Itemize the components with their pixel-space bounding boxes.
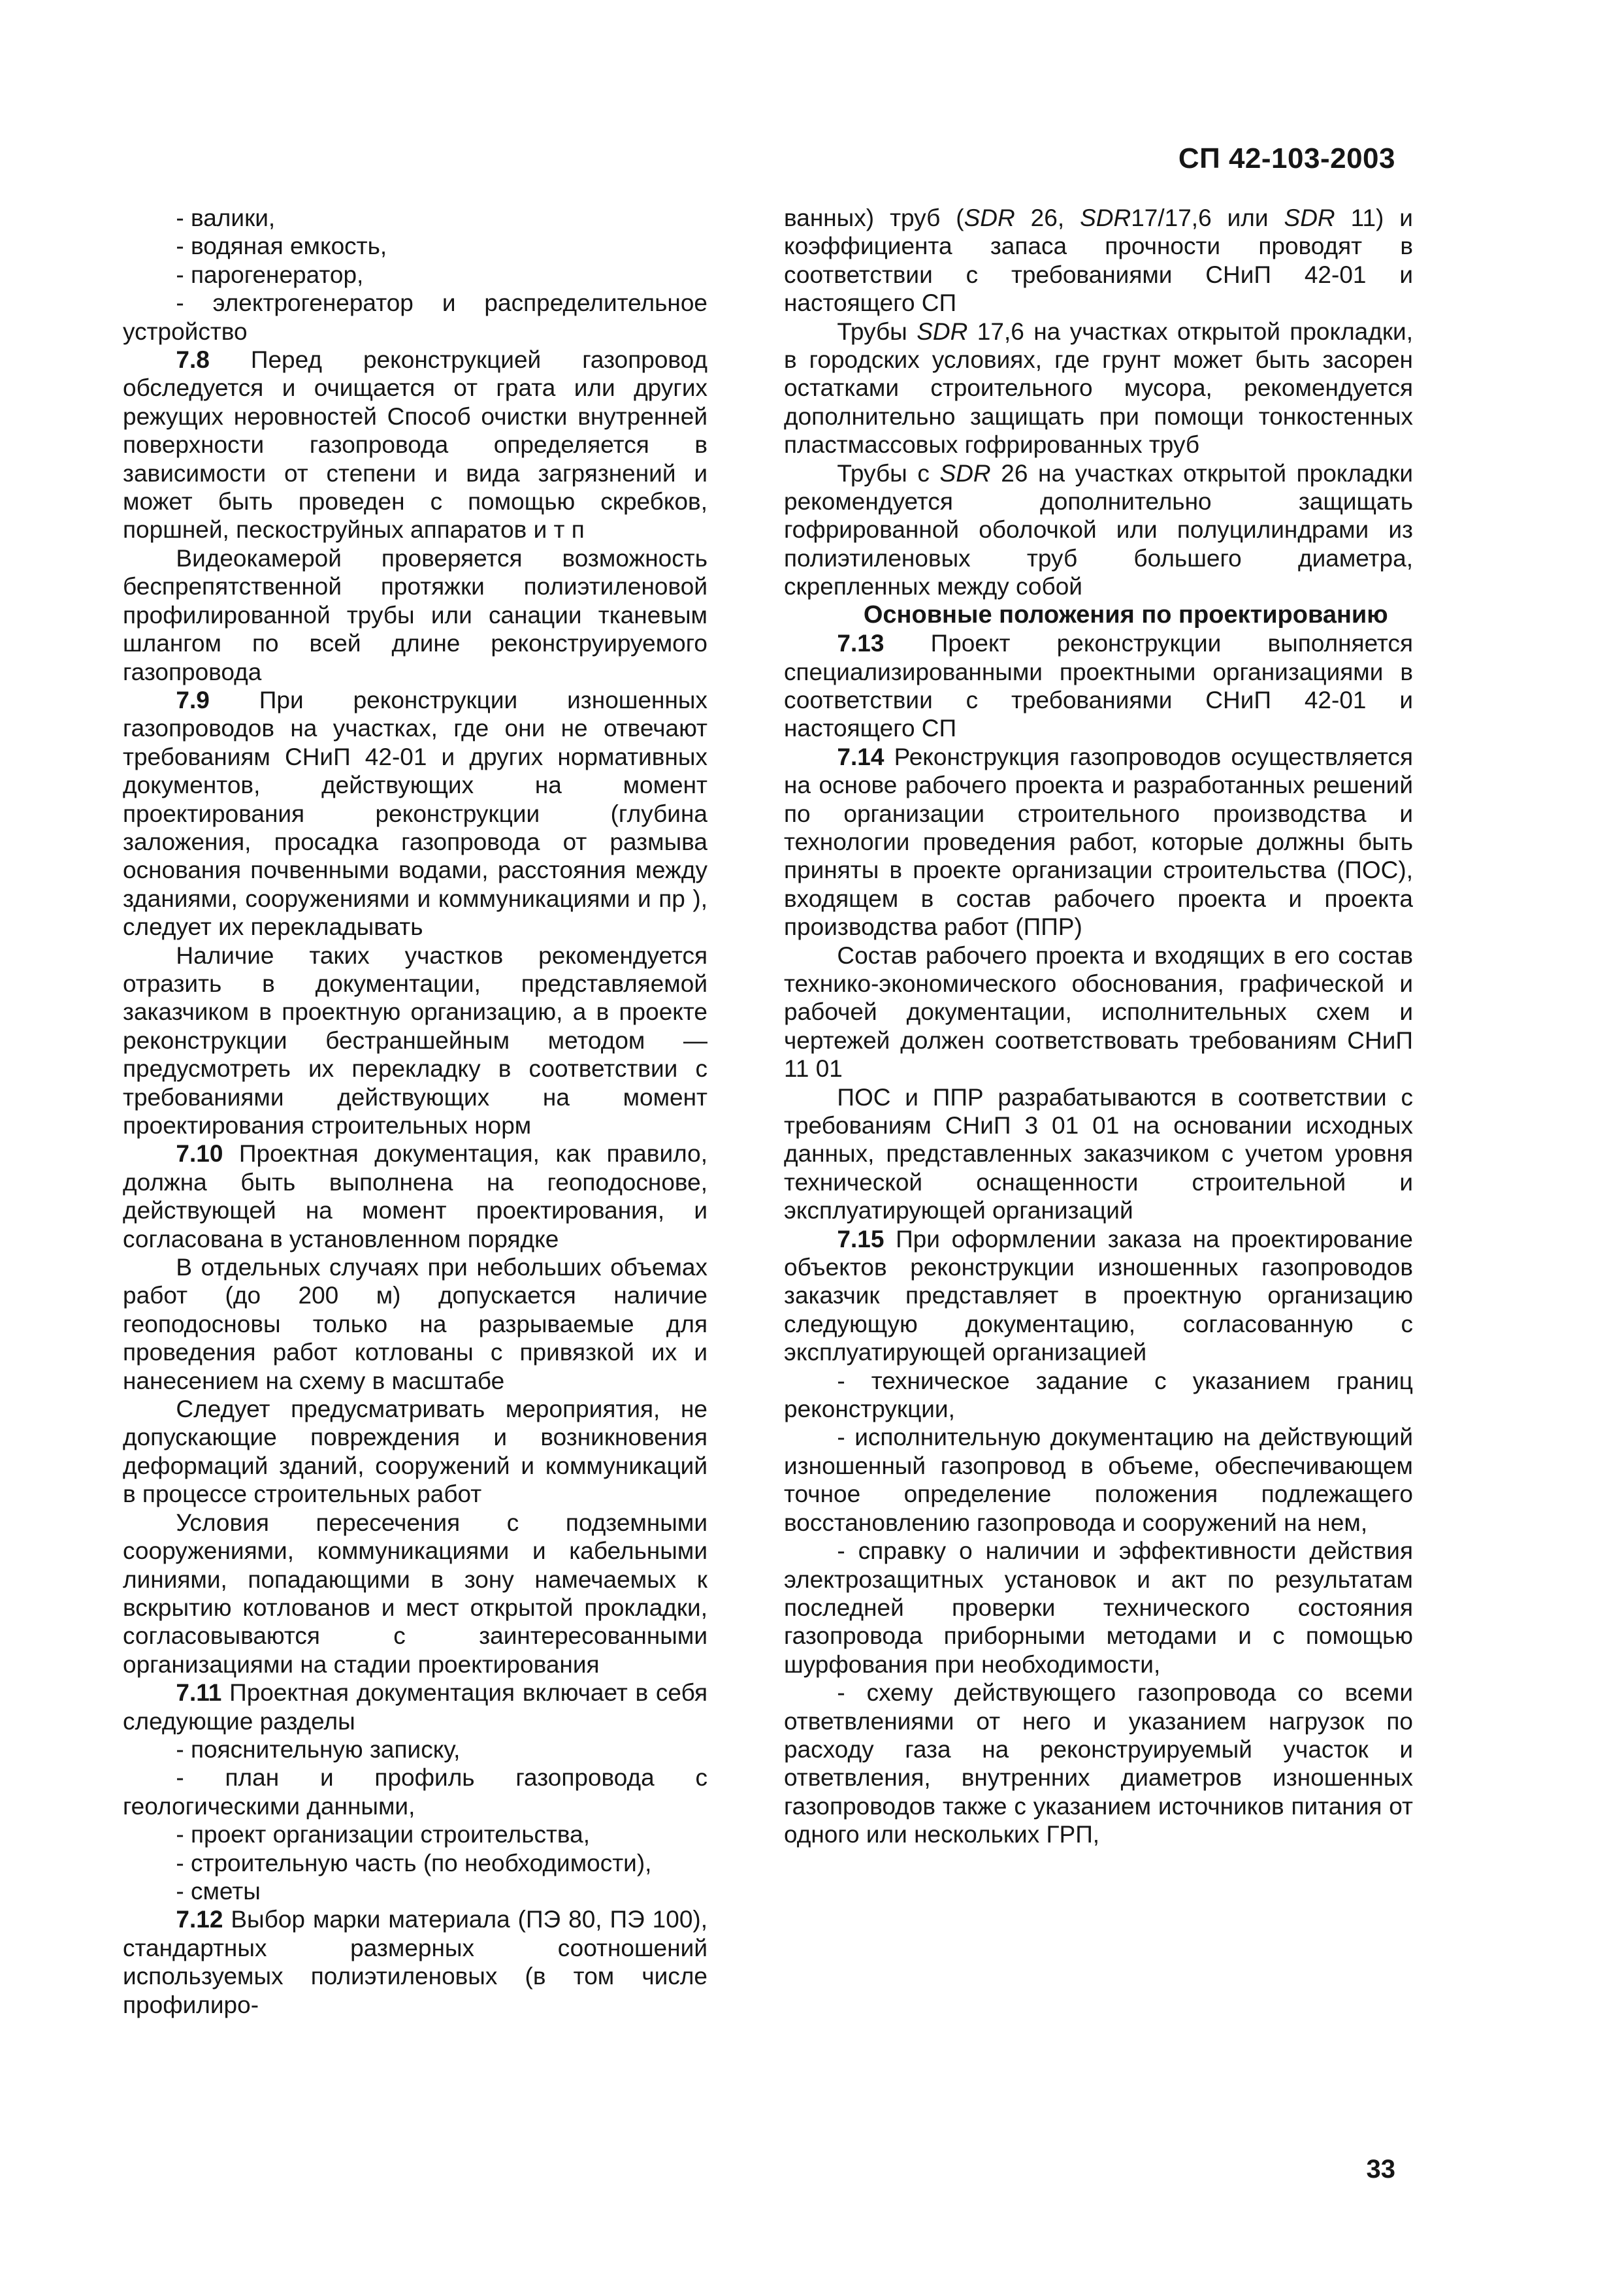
clause-number: 7.11: [176, 1679, 222, 1707]
sdr-term: SDR: [1284, 205, 1335, 231]
list-item: - пояснительную записку,: [176, 1735, 461, 1763]
paragraph: Трубы SDR 17,6 на участках открытой прокладки, в городских условиях, где грунт может быть засорен остатками строительного мусора, рекомендуется дополнительно защищать при помощи тонкостенных пластмассовых гофрированных труб: [784, 318, 1413, 459]
paragraph-continued: ванных) труб (SDR 26, SDR17/17,6 или SDR 11) и коэффициента запаса прочности проводят в соответствии с требованиями СНиП 42-01 и настоящего СП: [784, 205, 1413, 317]
paragraph: Состав рабочего проекта и входящих в его состав технико-экономического обоснования, графической и рабочей документации, исполнительных схем и чертежей должен соответствовать требованиям СНиП 11 01: [784, 942, 1413, 1083]
list-item: - валики,: [176, 205, 276, 231]
document-code-header: СП 42-103-2003: [1178, 142, 1395, 174]
clause-7-15: [784, 1225, 1413, 1367]
clause-number: 7.10: [176, 1140, 223, 1168]
left-column: [123, 204, 707, 2019]
clause-7-9: [123, 686, 707, 942]
sdr-term: SDR: [964, 205, 1015, 231]
clause-number: 7.8: [176, 346, 210, 374]
clause-number: 7.12: [176, 1906, 223, 1933]
list-item: - проект организации строительства,: [176, 1821, 591, 1848]
clause-7-12: [123, 1905, 707, 2019]
clause-number: 7.15: [837, 1225, 885, 1253]
clause-7-8: [123, 346, 707, 544]
list-item: - сметы: [176, 1877, 261, 1905]
list-item: - парогенератор,: [176, 261, 364, 288]
clause-text: Проектная документация включает в себя следующие разделы: [123, 1679, 707, 1735]
clause-number: 7.13: [837, 630, 885, 657]
clause-7-13: [784, 629, 1413, 743]
list-item: - исполнительную документацию на действующий изношенный газопровод в объеме, обеспечивающем точное определение положения подлежащего восстановлению газопровода и сооружений на нем,: [784, 1424, 1413, 1536]
section-title: Основные положения по проектированию: [863, 600, 1388, 629]
clause-text: Выбор марки материала (ПЭ 80, ПЭ 100), стандартных размерных соотношений используемых полиэтиленовых (в том числе профилиро-: [123, 1906, 707, 2018]
clause-text: Реконструкция газопроводов осуществляется на основе рабочего проекта и разработанных решений по организации строительного производства и технологии проведения работ, которые должны быть приняты в проекте организации строительства (ПОС), входящем в состав рабочего проекта и проекта производства работ (ППР): [784, 743, 1413, 941]
paragraph: Трубы с SDR 26 на участках открытой прокладки рекомендуется дополнительно защищать гофрированной оболочкой или полуцилиндрами из полиэтиленовых труб большего диаметра, скрепленных между собой: [784, 459, 1413, 600]
list-item: - электрогенератор и распределительное устройство: [123, 289, 707, 345]
clause-number: 7.9: [176, 686, 210, 713]
list-item: - техническое задание с указанием границ реконструкции,: [784, 1367, 1413, 1423]
list-item: - строительную часть (по необходимости),: [176, 1849, 652, 1876]
list-item: - схему действующего газопровода со всеми ответвлениями от него и указанием нагрузок по расходу газа на реконструируемый участок и ответвления, внутренних диаметров изношенных газопроводов также с указанием источников питания от одного или нескольких ГРП,: [784, 1679, 1413, 1848]
sdr-term: SDR: [917, 318, 968, 345]
right-column: [784, 204, 1413, 1849]
clause-text: Перед реконструкцией газопровод обследуется и очищается от грата или других режущих неровностей Способ очистки внутренней поверхности газопровода определяется в зависимости от степени и вида загрязнений и может быть проведен с помощью скребков, поршней, пескоструйных аппаратов и т п: [123, 346, 707, 544]
clause-text: Проект реконструкции выполняется специализированными проектными организациями в соответствии с требованиями СНиП 42-01 и настоящего СП: [784, 630, 1413, 742]
paragraph: Условия пересечения с подземными сооружениями, коммуникациями и кабельными линиями, попадающими в зону намечаемых к вскрытию котлованов и мест открытой прокладки, согласовываются с заинтересованными организациями на стадии проектирования: [123, 1509, 707, 1678]
clause-text: При реконструкции изношенных газопроводов на участках, где они не отвечают требованиям СНиП 42-01 и других нормативных документов, действующих на момент проектирования реконструкции (глубина заложения, просадка газопровода от размыва основания почвенными водами, расстояния между зданиями, сооружениями и коммуникациями и пр ), следует их перекладывать: [123, 686, 708, 941]
paragraph: В отдельных случаях при небольших объемах работ (до 200 м) допускается наличие геоподосновы только на разрываемые для проведения работ котлованы с привязкой их и нанесением на схему в масштабе: [123, 1254, 707, 1394]
paragraph: Видеокамерой проверяется возможность беспрепятственной протяжки полиэтиленовой профилированной трубы или санации тканевым шлангом по всей длине реконструируемого газопровода: [123, 544, 707, 685]
clause-text: При оформлении заказа на проектирование объектов реконструкции изношенных газопроводов заказчик представляет в проектную организацию следующую документацию, согласованную с эксплуатирующей организацией: [784, 1225, 1414, 1366]
sdr-term: SDR: [1080, 205, 1131, 231]
page-number: 33: [1366, 2155, 1395, 2184]
list-item: - водяная емкость,: [176, 233, 387, 260]
paragraph: Наличие таких участков рекомендуется отразить в документации, представляемой заказчиком в проектную организацию, а в проекте реконструкции бестраншейным методом — предусмотреть их перекладку в соответствии с требованиями действующих на момент проектирования строительных норм: [123, 942, 707, 1139]
paragraph: Следует предусматривать мероприятия, не допускающие повреждения и возникновения деформаций зданий, сооружений и коммуникаций в процессе строительных работ: [123, 1396, 707, 1508]
paragraph: ПОС и ППР разрабатываются в соответствии с требованиям СНиП 3 01 01 на основании исходных данных, представленных заказчиком с учетом уровня технической оснащенности строительной и эксплуатирующей организаций: [784, 1083, 1413, 1224]
clause-7-10: [123, 1139, 707, 1253]
clause-7-14: [784, 743, 1413, 942]
list-item: - справку о наличии и эффективности действия электрозащитных установок и акт по результатам последней проверки технического состояния газопровода приборными методами и с помощью шурфования при необходимости,: [784, 1537, 1413, 1678]
clause-7-11: [123, 1679, 707, 1735]
sdr-term: SDR: [939, 459, 991, 487]
list-item: - план и профиль газопровода с геологическими данными,: [123, 1764, 707, 1820]
clause-number: 7.14: [837, 743, 885, 770]
clause-text: Проектная документация, как правило, должна быть выполнена на геоподоснове, действующей на момент проектирования, и согласована в установленном порядке: [123, 1140, 707, 1253]
